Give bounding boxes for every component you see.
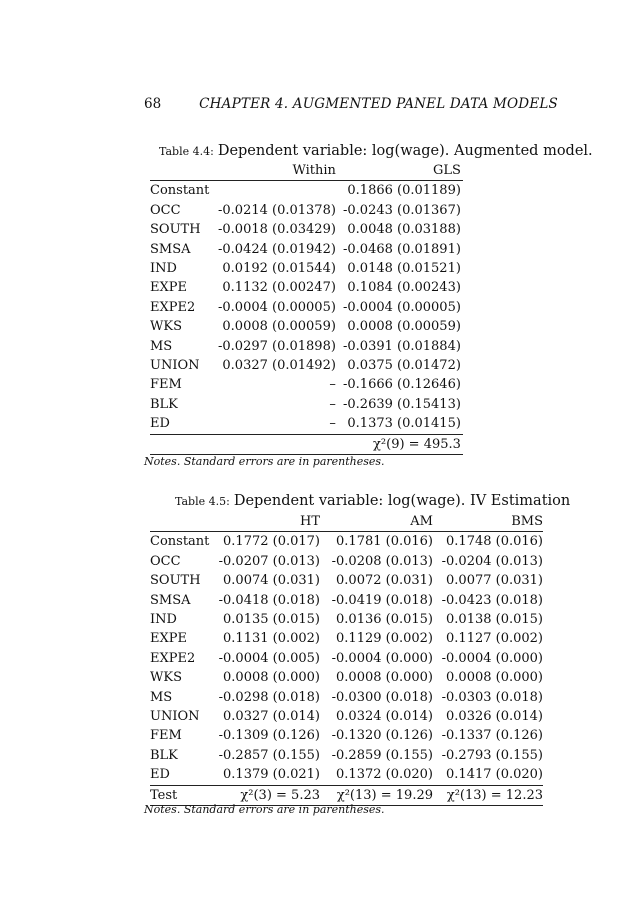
cell-within: – <box>329 396 336 412</box>
cell-within: -0.0297 (0.01898) <box>218 338 336 354</box>
cell-within: 0.0327 (0.01492) <box>222 358 336 374</box>
test-ht: χ²(3) = 5.23 <box>240 787 320 803</box>
cell-bms: 0.0008 (0.000) <box>446 670 543 686</box>
col-header-bms: BMS <box>511 514 543 529</box>
table-row <box>150 414 463 434</box>
row-label: Constant <box>150 534 210 550</box>
cell-ht: 0.0327 (0.014) <box>223 709 320 725</box>
cell-ht: -0.2857 (0.155) <box>218 747 320 763</box>
table-row <box>150 278 463 297</box>
table-row <box>150 395 463 414</box>
row-label: ED <box>150 416 170 432</box>
row-label: MS <box>150 689 173 705</box>
table-row <box>150 668 543 687</box>
cell-gls: -0.0004 (0.00005) <box>343 299 461 315</box>
cell-bms: 0.1127 (0.002) <box>446 631 543 647</box>
row-label: IND <box>150 612 177 628</box>
row-label: EXPE2 <box>150 650 196 666</box>
cell-within: -0.0214 (0.01378) <box>218 202 336 218</box>
cell-ht: 0.1772 (0.017) <box>223 534 320 550</box>
row-label: UNION <box>150 358 200 374</box>
cell-gls: -0.0243 (0.01367) <box>343 202 461 218</box>
cell-bms: -0.0423 (0.018) <box>441 592 543 608</box>
row-label: FEM <box>150 377 182 393</box>
table-row <box>150 240 463 259</box>
row-label: Constant <box>150 183 210 199</box>
cell-ht: 0.1131 (0.002) <box>223 631 320 647</box>
table-row <box>150 532 543 552</box>
cell-ht: 0.1379 (0.021) <box>223 767 320 783</box>
cell-am: 0.0136 (0.015) <box>336 612 433 628</box>
cell-bms: 0.1748 (0.016) <box>446 534 543 550</box>
row-label: EXPE2 <box>150 299 196 315</box>
test-bms: χ²(13) = 12.23 <box>446 787 543 803</box>
page-header <box>144 96 564 116</box>
cell-ht: -0.0298 (0.018) <box>218 689 320 705</box>
table-row <box>150 201 463 220</box>
table-4-5-notes: Notes. Standard errors are in parentheses. <box>144 803 385 816</box>
row-label: BLK <box>150 396 178 412</box>
row-label: IND <box>150 261 177 277</box>
row-label: MS <box>150 338 173 354</box>
table-row <box>150 591 543 610</box>
cell-bms: 0.0077 (0.031) <box>446 573 543 589</box>
col-header-within: Within <box>292 163 336 178</box>
table-4-4 <box>150 161 463 455</box>
table-row <box>150 552 543 571</box>
row-label: UNION <box>150 709 200 725</box>
table-caption: Dependent variable: log(wage). Augmented model. <box>217 143 593 159</box>
table-4-5 <box>150 512 543 806</box>
cell-am: 0.0072 (0.031) <box>336 573 433 589</box>
row-label: FEM <box>150 728 182 744</box>
test-statistic: χ²(9) = 495.3 <box>373 436 461 452</box>
cell-within: -0.0004 (0.00005) <box>218 299 336 315</box>
cell-gls: -0.1666 (0.12646) <box>343 377 461 393</box>
cell-bms: -0.2793 (0.155) <box>441 747 543 763</box>
cell-am: -0.0300 (0.018) <box>331 689 433 705</box>
col-header-gls: GLS <box>432 163 461 178</box>
cell-ht: 0.0008 (0.000) <box>223 670 320 686</box>
cell-am: -0.1320 (0.126) <box>331 728 433 744</box>
table-row <box>150 259 463 278</box>
cell-am: 0.1129 (0.002) <box>336 631 433 647</box>
cell-ht: -0.0004 (0.005) <box>218 650 320 666</box>
cell-ht: -0.0207 (0.013) <box>218 553 320 569</box>
page-number: 68 <box>144 96 162 112</box>
table-row <box>150 688 543 707</box>
cell-bms: -0.1337 (0.126) <box>441 728 543 744</box>
cell-gls: 0.0008 (0.00059) <box>347 319 461 335</box>
table-row <box>150 220 463 239</box>
table-row <box>150 765 543 785</box>
cell-within <box>218 181 336 201</box>
cell-am: -0.0004 (0.000) <box>331 650 433 666</box>
col-header-ht: HT <box>299 514 320 529</box>
cell-am: -0.0419 (0.018) <box>331 592 433 608</box>
table-4-4-notes: Notes. Standard errors are in parentheses. <box>144 455 385 468</box>
cell-gls: -0.2639 (0.15413) <box>343 396 461 412</box>
test-am: χ²(13) = 19.29 <box>336 787 433 803</box>
cell-within: 0.0008 (0.00059) <box>222 319 336 335</box>
cell-ht: -0.1309 (0.126) <box>218 728 320 744</box>
table-row <box>150 726 543 745</box>
cell-ht: 0.0074 (0.031) <box>223 573 320 589</box>
table-4-5-caption <box>175 493 570 509</box>
table-row <box>150 317 463 336</box>
row-label: ED <box>150 767 170 783</box>
table-row <box>150 181 463 201</box>
cell-gls: 0.0148 (0.01521) <box>347 261 461 277</box>
table-caption: Dependent variable: log(wage). IV Estimation <box>233 493 571 509</box>
cell-am: 0.1372 (0.020) <box>336 767 433 783</box>
table-row <box>150 298 463 317</box>
cell-within: -0.0424 (0.01942) <box>218 241 336 257</box>
cell-gls: 0.0048 (0.03188) <box>347 222 461 238</box>
table-row <box>150 337 463 356</box>
cell-within: – <box>329 377 336 393</box>
table-row <box>150 746 543 765</box>
table-row <box>150 356 463 375</box>
cell-bms: -0.0204 (0.013) <box>441 553 543 569</box>
cell-gls: 0.1084 (0.00243) <box>347 280 461 296</box>
cell-within: -0.0018 (0.03429) <box>218 222 336 238</box>
row-label: SMSA <box>150 592 191 608</box>
cell-ht: -0.0418 (0.018) <box>218 592 320 608</box>
row-label: SMSA <box>150 241 191 257</box>
table-row <box>150 649 543 668</box>
cell-within: 0.0192 (0.01544) <box>222 261 336 277</box>
test-row-label: Test <box>150 787 178 803</box>
cell-bms: 0.1417 (0.020) <box>446 767 543 783</box>
cell-gls: 0.1866 (0.01189) <box>347 183 461 199</box>
row-label: BLK <box>150 747 178 763</box>
cell-bms: -0.0004 (0.000) <box>441 650 543 666</box>
cell-am: 0.1781 (0.016) <box>336 534 433 550</box>
cell-within: – <box>329 416 336 432</box>
table-4-4-caption <box>159 143 593 159</box>
table-row <box>150 375 463 394</box>
row-label: EXPE <box>150 631 187 647</box>
cell-am: -0.2859 (0.155) <box>331 747 433 763</box>
cell-am: 0.0008 (0.000) <box>336 670 433 686</box>
table-label: Table 4.4: <box>159 145 214 158</box>
cell-bms: 0.0326 (0.014) <box>446 709 543 725</box>
cell-am: 0.0324 (0.014) <box>336 709 433 725</box>
cell-bms: 0.0138 (0.015) <box>446 612 543 628</box>
row-label: WKS <box>150 670 182 686</box>
table-row <box>150 707 543 726</box>
cell-gls: 0.1373 (0.01415) <box>347 416 461 432</box>
row-label: SOUTH <box>150 573 201 589</box>
cell-ht: 0.0135 (0.015) <box>223 612 320 628</box>
cell-gls: -0.0468 (0.01891) <box>343 241 461 257</box>
row-label: OCC <box>150 553 181 569</box>
row-label: OCC <box>150 202 181 218</box>
cell-bms: -0.0303 (0.018) <box>441 689 543 705</box>
cell-gls: 0.0375 (0.01472) <box>347 358 461 374</box>
cell-gls: -0.0391 (0.01884) <box>343 338 461 354</box>
cell-am: -0.0208 (0.013) <box>331 553 433 569</box>
cell-within: 0.1132 (0.00247) <box>222 280 336 296</box>
row-label: WKS <box>150 319 182 335</box>
table-row <box>150 610 543 629</box>
row-label: EXPE <box>150 280 187 296</box>
table-row <box>150 629 543 648</box>
chapter-title: CHAPTER 4. AUGMENTED PANEL DATA MODELS <box>199 96 558 112</box>
table-label: Table 4.5: <box>175 495 230 508</box>
row-label: SOUTH <box>150 222 201 238</box>
table-row <box>150 571 543 590</box>
col-header-am: AM <box>410 514 433 529</box>
